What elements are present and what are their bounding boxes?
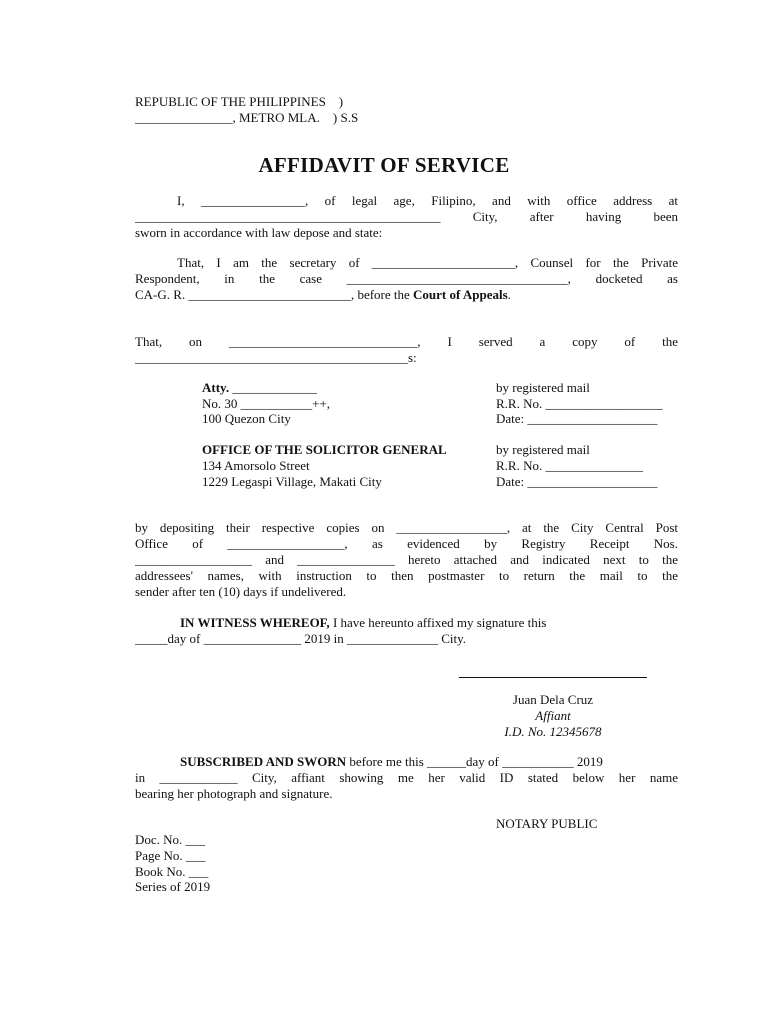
- sworn-line-2: in ____________ City, affiant showing me her valid ID stated below her name: [135, 770, 678, 785]
- sworn-text: before me this ______day of ___________ 2019: [346, 754, 603, 769]
- para2-line-3: [135, 287, 511, 303]
- addressee-1-blank: _____________: [229, 380, 317, 395]
- para4-line-3: __________________ and _______________ hereto attached and indicated next to the: [135, 552, 678, 567]
- addressee-1-address-1: No. 30 ___________++,: [202, 396, 331, 411]
- venue-line-1: REPUBLIC OF THE PHILIPPINES ): [135, 94, 344, 109]
- witness-line-1: [180, 615, 546, 631]
- affiant-role: [459, 708, 647, 724]
- para4-line-5: sender after ten (10) days if undelivered.: [135, 584, 347, 599]
- addressee-1-name: [202, 380, 317, 396]
- venue-line-2: _______________, METRO MLA. ) S.S: [135, 110, 359, 125]
- addressee-2-date: Date: ____________________: [496, 474, 658, 489]
- series-year: Series of 2019: [135, 879, 211, 894]
- para3-line-1: That, on _____________________________, I served a copy of the: [135, 334, 678, 349]
- addressee-2-rr: R.R. No. _______________: [496, 458, 643, 473]
- para2-line-3-end: .: [507, 287, 511, 302]
- affiant-id: [459, 724, 647, 740]
- book-number: Book No. ___: [135, 864, 209, 879]
- addressee-1-address-2: 100 Quezon City: [202, 411, 291, 426]
- witness-heading: IN WITNESS WHEREOF,: [180, 615, 330, 630]
- sworn-heading: SUBSCRIBED AND SWORN: [180, 754, 347, 769]
- para3-line-2: __________________________________________s:: [135, 350, 417, 365]
- addressee-2-address-2: 1229 Legaspi Village, Makati City: [202, 474, 382, 489]
- sworn-line-3: bearing her photograph and signature.: [135, 786, 333, 801]
- addressee-2-address-1: 134 Amorsolo Street: [202, 458, 310, 473]
- doc-number: Doc. No. ___: [135, 832, 206, 847]
- signature-line: [459, 677, 647, 678]
- affiant-name: Juan Dela Cruz: [512, 692, 594, 707]
- addressee-2-title: OFFICE OF THE SOLICITOR GENERAL: [202, 442, 447, 457]
- para1-line-1: I, ________________, of legal age, Filipino, and with office address at: [177, 193, 678, 208]
- addressee-2-method: by registered mail: [496, 442, 590, 457]
- sworn-line-1-text: [180, 754, 603, 770]
- para1-line-2: _______________________________________________ City, after having been: [135, 209, 678, 224]
- para4-line-4: addressees' names, with instruction to then postmaster to return the mail to the: [135, 568, 678, 583]
- para2-line-3-text: CA-G. R. _________________________, before the: [135, 287, 414, 302]
- witness-text: I have hereunto affixed my signature this: [329, 615, 547, 630]
- page-number: Page No. ___: [135, 848, 206, 863]
- para1-line-3: sworn in accordance with law depose and state:: [135, 225, 383, 240]
- addressee-1-date: Date: ____________________: [496, 411, 658, 426]
- para4-line-2: Office of __________________, as evidenced by Registry Receipt Nos.: [135, 536, 678, 551]
- witness-line-2: _____day of _______________ 2019 in ______________ City.: [135, 631, 467, 646]
- para4-line-1: by depositing their respective copies on _________________, at the City Central Post: [135, 520, 678, 535]
- affiant-role-text: Affiant: [535, 708, 571, 723]
- sworn-line-1: [180, 754, 678, 770]
- addressee-1-method: by registered mail: [496, 380, 590, 395]
- addressee-1-rr: R.R. No. __________________: [496, 396, 663, 411]
- court-name: Court of Appeals: [413, 287, 508, 302]
- addressee-2-name: [202, 442, 447, 458]
- addressee-1-title: Atty.: [202, 380, 230, 395]
- para2-line-2: Respondent, in the case __________________________________, docketed as: [135, 271, 678, 286]
- affiant-id-text: I.D. No. 12345678: [504, 724, 602, 739]
- notary-public-label: NOTARY PUBLIC: [496, 816, 598, 831]
- document-title: AFFIDAVIT OF SERVICE: [258, 153, 510, 177]
- para2-line-1: That, I am the secretary of ______________________, Counsel for the Private: [177, 255, 678, 270]
